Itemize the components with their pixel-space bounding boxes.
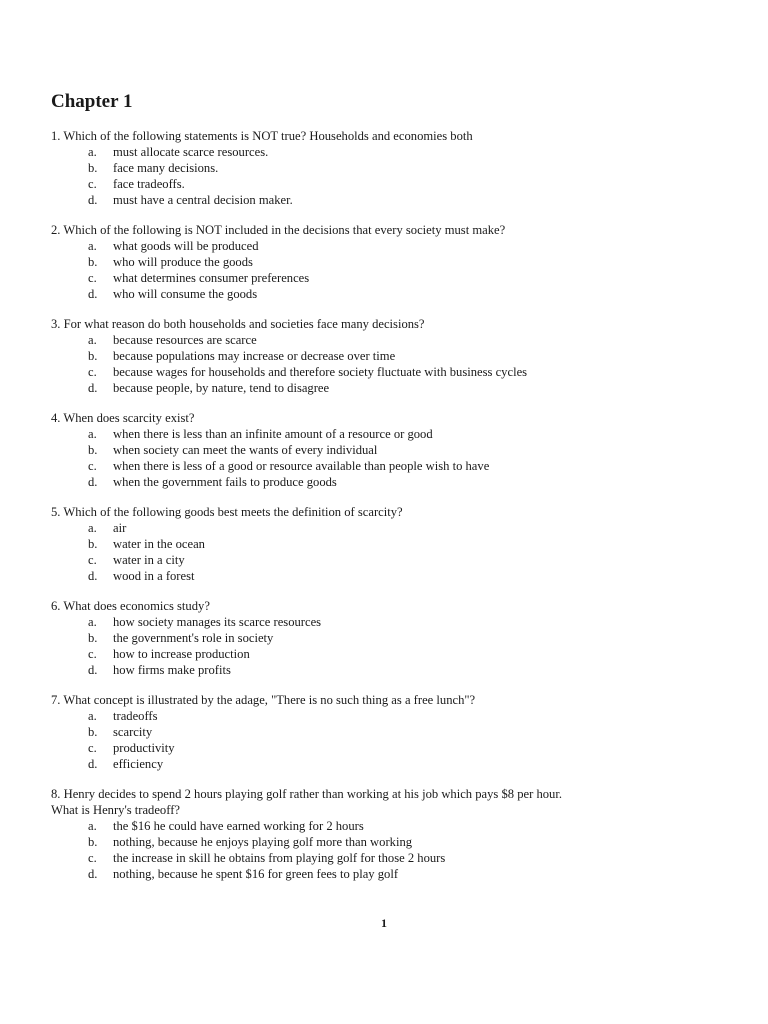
option-c [51, 553, 731, 569]
option-text: water in the ocean [113, 536, 205, 551]
question-stem: 2. Which of the following is NOT included in the decisions that every society must make? [51, 223, 506, 238]
option-list [51, 145, 731, 209]
option-letter: a. [88, 709, 97, 724]
option-letter: a. [88, 615, 97, 630]
option-letter: c. [88, 458, 97, 473]
option-list [51, 333, 731, 397]
option-list [51, 819, 731, 883]
option-letter: b. [88, 630, 98, 645]
option-letter: c. [88, 176, 97, 191]
option-b [51, 443, 731, 459]
option-letter: c. [88, 270, 97, 285]
option-letter: b. [88, 834, 98, 849]
option-a [51, 145, 731, 161]
option-text: productivity [113, 740, 175, 755]
option-text: efficiency [113, 756, 164, 771]
option-letter: b. [88, 536, 98, 551]
option-text: scarcity [113, 725, 153, 739]
page-number: 1 [381, 916, 387, 930]
question-stem: 8. Henry decides to spend 2 hours playing golf rather than working at his job which pays $8 per hour. [51, 787, 562, 802]
option-d [51, 757, 731, 773]
option-text: when society can meet the wants of every individual [113, 442, 378, 457]
option-text: tradeoffs [113, 709, 158, 724]
option-letter: d. [88, 474, 98, 489]
option-list [51, 239, 731, 303]
option-text: air [113, 521, 127, 536]
option-c [51, 851, 731, 867]
option-text: wood in a forest [113, 568, 195, 583]
question-8 [51, 787, 731, 882]
option-text: because resources are scarce [113, 332, 257, 347]
question-stem: 7. What concept is illustrated by the adage, "There is no such thing as a free lunch"? [51, 693, 476, 708]
question-3 [51, 317, 731, 397]
option-text: who will produce the goods [113, 254, 253, 269]
option-b [51, 725, 731, 741]
option-a [51, 333, 731, 349]
option-letter: d. [88, 662, 98, 677]
option-text: the government's role in society [113, 630, 274, 645]
option-letter: a. [88, 332, 97, 347]
option-text: how society manages its scarce resources [113, 615, 322, 630]
option-c [51, 741, 731, 757]
question-stem: 4. When does scarcity exist? [51, 411, 195, 426]
option-text: water in a city [113, 552, 185, 567]
option-text: must have a central decision maker. [113, 192, 293, 207]
question-6 [51, 599, 731, 679]
option-letter: b. [88, 160, 98, 175]
option-text: how firms make profits [113, 662, 231, 677]
question-stem: 6. What does economics study? [51, 599, 210, 614]
option-c [51, 459, 731, 475]
option-letter: d. [88, 568, 98, 583]
option-b [51, 631, 731, 647]
option-text: must allocate scarce resources. [113, 144, 269, 159]
option-list [51, 427, 731, 491]
question-1 [51, 129, 731, 209]
option-text: nothing, because he spent $16 for green fees to play golf [113, 866, 399, 881]
option-a [51, 521, 731, 537]
option-d [51, 475, 731, 491]
option-letter: a. [88, 238, 97, 253]
option-letter: d. [88, 192, 98, 207]
option-text: what goods will be produced [113, 238, 259, 253]
option-text: the $16 he could have earned working for 2 hours [113, 819, 364, 834]
option-letter: a. [88, 144, 97, 159]
option-d [51, 867, 731, 883]
option-letter: c. [88, 364, 97, 379]
option-b [51, 255, 731, 271]
option-c [51, 365, 731, 381]
question-stem: 3. For what reason do both households and societies face many decisions? [51, 317, 425, 332]
chapter-title: Chapter 1 [51, 91, 133, 112]
option-text: face many decisions. [113, 160, 219, 175]
option-list [51, 709, 731, 773]
option-c [51, 177, 731, 193]
option-letter: c. [88, 740, 97, 755]
option-letter: c. [88, 552, 97, 567]
option-d [51, 569, 731, 585]
option-letter: d. [88, 286, 98, 301]
option-text: because populations may increase or decrease over time [113, 348, 396, 363]
question-4 [51, 411, 731, 491]
option-letter: d. [88, 866, 98, 881]
option-d [51, 663, 731, 679]
option-text: who will consume the goods [113, 286, 258, 301]
option-letter: b. [88, 725, 98, 739]
option-b [51, 835, 731, 851]
option-a [51, 239, 731, 255]
option-b [51, 537, 731, 553]
option-letter: a. [88, 427, 97, 441]
option-letter: b. [88, 348, 98, 363]
option-text: face tradeoffs. [113, 176, 185, 191]
question-stem-line-2: What is Henry's tradeoff? [51, 803, 180, 818]
option-letter: a. [88, 819, 97, 834]
question-7 [51, 693, 731, 773]
option-text: nothing, because he enjoys playing golf more than working [113, 834, 413, 849]
option-letter: d. [88, 380, 98, 395]
option-b [51, 349, 731, 365]
option-list [51, 615, 731, 679]
option-a [51, 709, 731, 725]
option-text: when there is less than an infinite amount of a resource or good [113, 427, 433, 441]
option-a [51, 427, 731, 443]
option-d [51, 287, 731, 303]
option-c [51, 271, 731, 287]
option-c [51, 647, 731, 663]
option-letter: b. [88, 254, 98, 269]
question-list [51, 129, 731, 897]
question-stem: 5. Which of the following goods best meets the definition of scarcity? [51, 505, 403, 520]
option-text: when the government fails to produce goods [113, 474, 337, 489]
option-text: because wages for households and therefore society fluctuate with business cycles [113, 364, 528, 379]
option-d [51, 381, 731, 397]
option-list [51, 521, 731, 585]
option-letter: c. [88, 646, 97, 661]
option-a [51, 819, 731, 835]
option-a [51, 615, 731, 631]
option-text: the increase in skill he obtains from playing golf for those 2 hours [113, 850, 446, 865]
option-letter: b. [88, 442, 98, 457]
option-text: how to increase production [113, 646, 250, 661]
option-letter: c. [88, 850, 97, 865]
question-5 [51, 505, 731, 585]
option-text: what determines consumer preferences [113, 270, 310, 285]
option-d [51, 193, 731, 209]
option-letter: a. [88, 521, 97, 536]
option-text: because people, by nature, tend to disagree [113, 380, 330, 395]
option-b [51, 161, 731, 177]
option-letter: d. [88, 756, 98, 771]
question-2 [51, 223, 731, 303]
option-text: when there is less of a good or resource available than people wish to have [113, 458, 490, 473]
question-stem: 1. Which of the following statements is NOT true? Households and economies both [51, 129, 473, 143]
